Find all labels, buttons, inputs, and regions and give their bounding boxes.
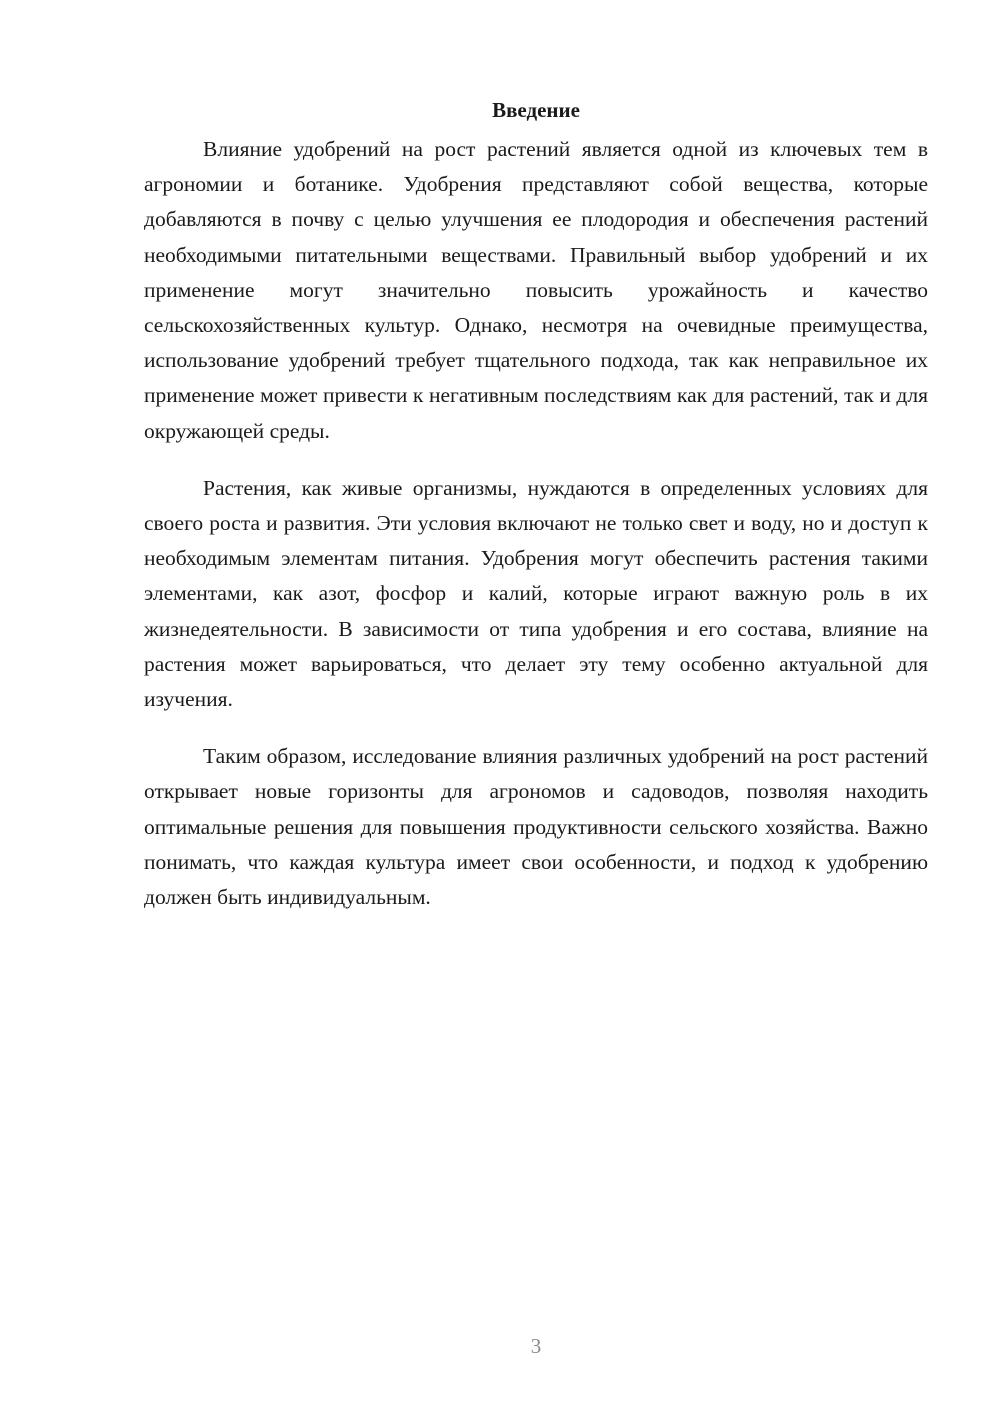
paragraph-3: Таким образом, исследование влияния различных удобрений на рост растений открывает новые горизонты для агрономов и садоводов, позволяя находить оптимальные решения для повышения продуктивности сельского хозяйства. Важно понимать, что каждая культура имеет свои особенности, и подход к удобрению должен быть индивидуальным. <box>144 744 928 910</box>
paragraph-1: Влияние удобрений на рост растений является одной из ключевых тем в агрономии и ботанике. Удобрения представляют собой вещества, которые добавляются в почву с целью улучшения ее плодородия и обеспечения растений необходимыми питательными веществами. Правильный выбор удобрений и их применение могут значительно повысить урожайность и качество сельскохозяйственных культур. Однако, несмотря на очевидные преимущества, использование удобрений требует тщательного подхода, так как неправильное их применение может привести к негативным последствиям как для растений, так и для окружающей среды. <box>144 137 928 443</box>
section-title: Введение <box>492 98 580 122</box>
document-page <box>144 92 928 915</box>
page-number: 3 <box>530 1334 542 1358</box>
paragraph-2: Растения, как живые организмы, нуждаются в определенных условиях для своего роста и развития. Эти условия включают не только свет и воду, но и доступ к необходимым элементам питания. Удобрения могут обеспечить растения такими элементами, как азот, фосфор и калий, которые играют важную роль в их жизнедеятельности. В зависимости от типа удобрения и его состава, влияние на растения может варьироваться, что делает эту тему особенно актуальной для изучения. <box>144 475 928 712</box>
